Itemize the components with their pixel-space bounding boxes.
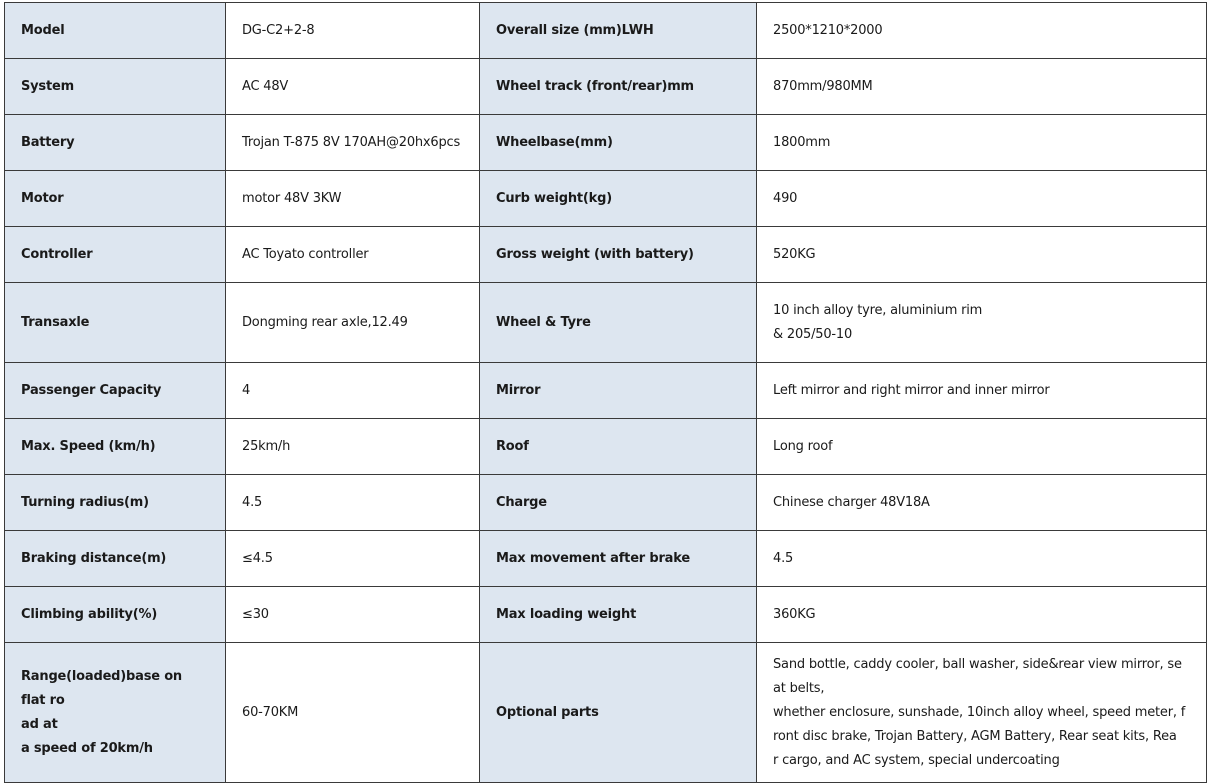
spec-value: Dongming rear axle,12.49 xyxy=(226,283,480,363)
table-row xyxy=(5,531,1207,587)
table-row xyxy=(5,115,1207,171)
spec-value: 870mm/980MM xyxy=(757,59,1207,115)
spec-table xyxy=(4,2,1207,783)
spec-label: Roof xyxy=(480,419,757,475)
spec-label: Curb weight(kg) xyxy=(480,171,757,227)
table-row xyxy=(5,587,1207,643)
spec-value: Chinese charger 48V18A xyxy=(757,475,1207,531)
spec-value: 520KG xyxy=(757,227,1207,283)
spec-value: 4.5 xyxy=(757,531,1207,587)
spec-label: Max loading weight xyxy=(480,587,757,643)
spec-label: Climbing ability(%) xyxy=(5,587,226,643)
spec-value: 60-70KM xyxy=(226,643,480,783)
table-row xyxy=(5,419,1207,475)
spec-label: Turning radius(m) xyxy=(5,475,226,531)
spec-label: Optional parts xyxy=(480,643,757,783)
spec-label: Braking distance(m) xyxy=(5,531,226,587)
spec-label: Charge xyxy=(480,475,757,531)
spec-label: System xyxy=(5,59,226,115)
spec-label: Battery xyxy=(5,115,226,171)
spec-value: Long roof xyxy=(757,419,1207,475)
spec-label: Controller xyxy=(5,227,226,283)
table-row xyxy=(5,643,1207,783)
spec-value: 4 xyxy=(226,363,480,419)
spec-label: Mirror xyxy=(480,363,757,419)
spec-value: motor 48V 3KW xyxy=(226,171,480,227)
spec-value: 2500*1210*2000 xyxy=(757,3,1207,59)
table-row xyxy=(5,363,1207,419)
spec-value: ≤30 xyxy=(226,587,480,643)
spec-label: Overall size (mm)LWH xyxy=(480,3,757,59)
spec-value: 490 xyxy=(757,171,1207,227)
spec-label: Transaxle xyxy=(5,283,226,363)
table-row xyxy=(5,171,1207,227)
spec-value: AC 48V xyxy=(226,59,480,115)
spec-label: Wheel track (front/rear)mm xyxy=(480,59,757,115)
spec-label: Wheelbase(mm) xyxy=(480,115,757,171)
spec-label: Range(loaded)base on flat ro ad at a speed of 20km/h xyxy=(5,643,226,783)
spec-value: Trojan T-875 8V 170AH@20hx6pcs xyxy=(226,115,480,171)
spec-value: 4.5 xyxy=(226,475,480,531)
spec-label: Passenger Capacity xyxy=(5,363,226,419)
spec-value: Sand bottle, caddy cooler, ball washer, side&rear view mirror, se at belts, whether enclosure, sunshade, 10inch alloy wheel, speed meter, f ront disc brake, Trojan Battery, AGM Battery, Rear seat kits, Rea r cargo, and AC system, special undercoating xyxy=(757,643,1207,783)
table-row xyxy=(5,475,1207,531)
spec-value: DG-C2+2-8 xyxy=(226,3,480,59)
spec-label: Gross weight (with battery) xyxy=(480,227,757,283)
spec-value: 360KG xyxy=(757,587,1207,643)
table-row xyxy=(5,227,1207,283)
table-row xyxy=(5,59,1207,115)
spec-value: 25km/h xyxy=(226,419,480,475)
spec-label: Wheel & Tyre xyxy=(480,283,757,363)
spec-value: ≤4.5 xyxy=(226,531,480,587)
spec-value: AC Toyato controller xyxy=(226,227,480,283)
table-row xyxy=(5,283,1207,363)
spec-label: Max movement after brake xyxy=(480,531,757,587)
spec-value: 1800mm xyxy=(757,115,1207,171)
spec-value: Left mirror and right mirror and inner mirror xyxy=(757,363,1207,419)
spec-label: Motor xyxy=(5,171,226,227)
spec-label: Model xyxy=(5,3,226,59)
spec-label: Max. Speed (km/h) xyxy=(5,419,226,475)
spec-value: 10 inch alloy tyre, aluminium rim & 205/50-10 xyxy=(757,283,1207,363)
table-row xyxy=(5,3,1207,59)
